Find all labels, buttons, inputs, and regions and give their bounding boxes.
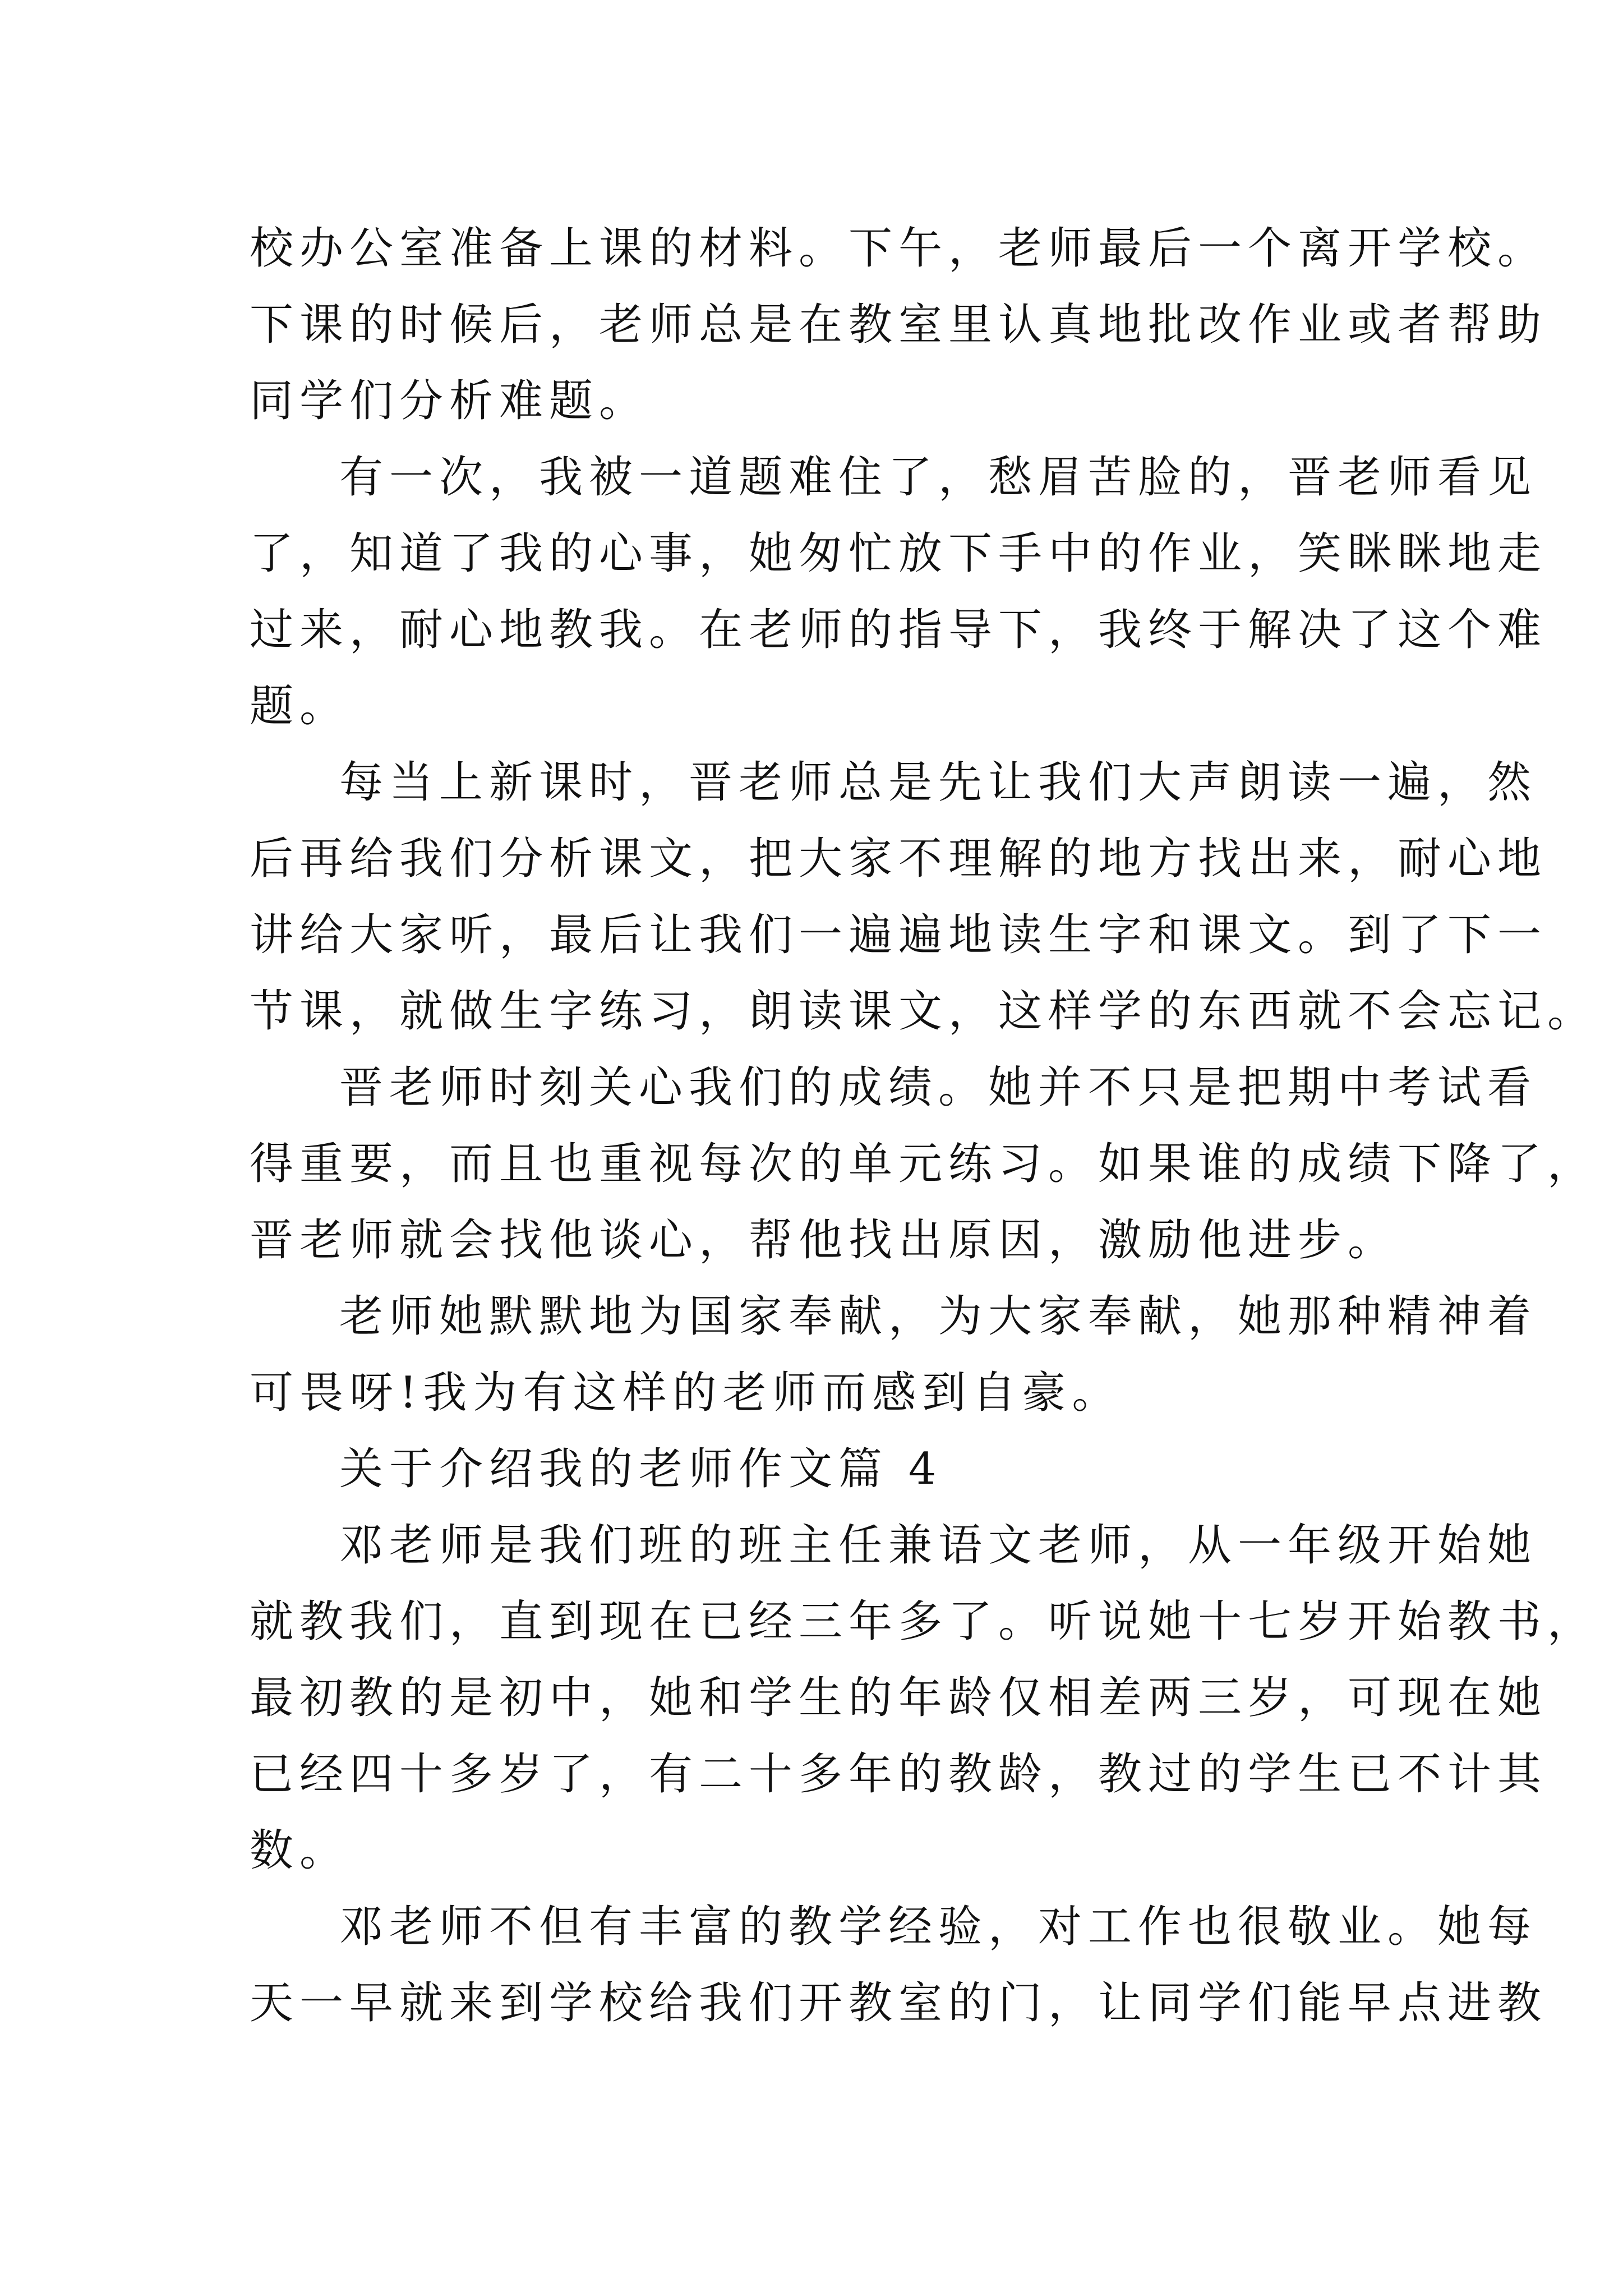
- text-line: 可畏呀!我为有这样的老师而感到自豪。: [250, 1368, 1122, 1418]
- text-line: 过来，耐心地教我。在老师的指导下，我终于解决了这个难: [250, 605, 1548, 655]
- text-line: 节课，就做生字练习，朗读课文，这样学的东西就不会忘记。: [250, 986, 1598, 1037]
- paragraph-start-line: 每当上新课时，晋老师总是先让我们大声朗读一遍，然: [339, 757, 1538, 808]
- section-heading: 关于介绍我的老师作文篇 4: [339, 1444, 943, 1494]
- text-line: 了，知道了我的心事，她匆忙放下手中的作业，笑眯眯地走: [250, 528, 1548, 579]
- paragraph-start-line: 老师她默默地为国家奉献，为大家奉献，她那种精神着: [339, 1291, 1538, 1342]
- text-line: 就教我们，直到现在已经三年多了。听说她十七岁开始教书，: [250, 1596, 1598, 1647]
- paragraph-start-line: 邓老师不但有丰富的教学经验，对工作也很敬业。她每: [339, 1902, 1538, 1952]
- text-line: 校办公室准备上课的材料。下午，老师最后一个离开学校。: [250, 223, 1548, 274]
- text-line: 天一早就来到学校给我们开教室的门，让同学们能早点进教: [250, 1978, 1548, 2028]
- text-line: 最初教的是初中，她和学生的年龄仅相差两三岁，可现在她: [250, 1673, 1548, 1723]
- text-line: 同学们分析难题。: [250, 376, 649, 426]
- text-line: 得重要，而且也重视每次的单元练习。如果谁的成绩下降了，: [250, 1139, 1598, 1189]
- text-line: 已经四十多岁了，有二十多年的教龄，教过的学生已不计其: [250, 1749, 1548, 1800]
- paragraph-start-line: 邓老师是我们班的班主任兼语文老师，从一年级开始她: [339, 1520, 1538, 1571]
- text-line: 下课的时候后，老师总是在教室里认真地批改作业或者帮助: [250, 300, 1548, 350]
- text-line: 后再给我们分析课文，把大家不理解的地方找出来，耐心地: [250, 834, 1548, 884]
- text-line: 晋老师就会找他谈心，帮他找出原因，激励他进步。: [250, 1215, 1398, 1266]
- text-line: 题。: [250, 681, 350, 731]
- text-line: 数。: [250, 1825, 350, 1876]
- document-body: [250, 210, 1598, 2041]
- paragraph-start-line: 有一次，我被一道题难住了，愁眉苦脸的，晋老师看见: [339, 452, 1538, 503]
- paragraph-start-line: 晋老师时刻关心我们的成绩。她并不只是把期中考试看: [339, 1062, 1538, 1113]
- text-line: 讲给大家听，最后让我们一遍遍地读生字和课文。到了下一: [250, 910, 1548, 960]
